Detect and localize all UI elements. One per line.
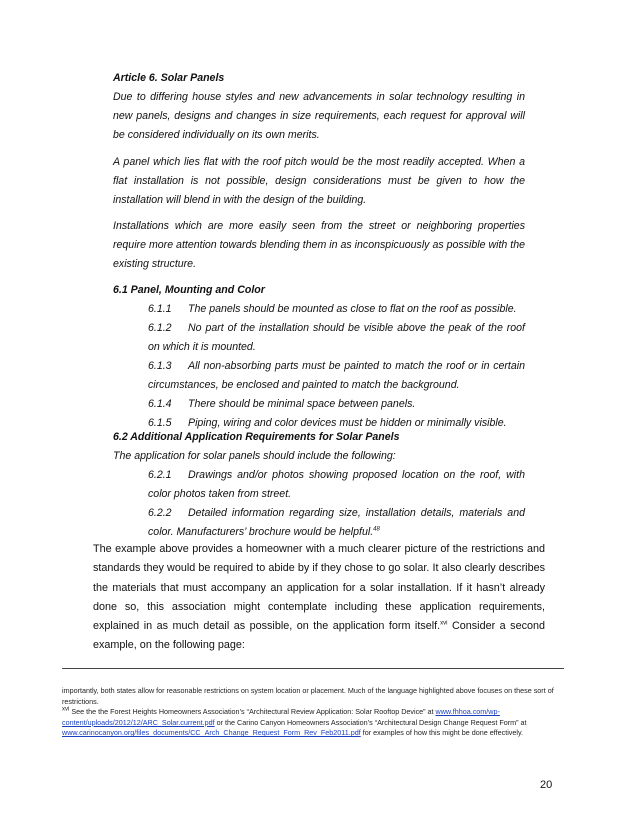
footnote-text: for examples of how this might be done effectively.: [360, 728, 524, 738]
page-number: 20: [540, 779, 553, 791]
article-para-3: Installations which are more easily seen from the street or neighboring properties require more attention towards blending them in as inconspicuously as possible with the existing structure.: [113, 220, 525, 270]
footnote-text: or the Carino Canyon Homeowners Association’s “Architectural Design Change Request Form” at: [214, 717, 527, 727]
article-6-block: [113, 69, 525, 145]
item-text: The panels should be mounted as close to flat on the roof as possible.: [188, 303, 517, 315]
item-text: No part of the installation should be visible above the peak of the roof on which it is mounted.: [148, 322, 525, 353]
footnote-continued: importantly, both states allow for reasonable restrictions on system location or placement. Much of the language highlighted above focuses on these sort of restrictions.: [62, 686, 554, 706]
section-6-2-list: [148, 466, 525, 542]
article-para-2: A panel which lies flat with the roof pitch would be the most readily accepted. When a flat installation is not possible, design considerations must be given to how the installation will blend in with the design of the building.: [113, 156, 525, 206]
list-item: [148, 300, 525, 319]
item-text: Piping, wiring and color devices must be hidden or minimally visible.: [188, 417, 507, 429]
forest-heights-link[interactable]: www.fhhoa.com/wp-content/uploads/2012/12/ARC_Solar.current.pdf: [62, 707, 500, 727]
footnote-ref-48: 48: [373, 526, 380, 533]
item-number: 6.1.3: [148, 360, 172, 372]
list-item: [148, 466, 525, 504]
item-number: 6.2.2: [148, 507, 172, 519]
footnote-xvi: [62, 707, 565, 739]
section-6-2-heading: 6.2 Additional Application Requirements for Solar Panels: [113, 431, 400, 443]
footnote-text: See the the Forest Heights Homeowners Association’s “Architectural Review Application: Solar Rooftop Device” at: [69, 707, 436, 717]
section-6-1-list: [148, 300, 525, 433]
footnote-marker: xvi: [62, 706, 70, 713]
list-item: [148, 357, 525, 395]
item-number: 6.1.1: [148, 303, 172, 315]
carino-canyon-link[interactable]: www.carinocanyon.org/files_documents/CC_Arch_Change_Request_Form_Rev_Feb2011.pdf: [62, 728, 361, 738]
section-6-2-block: [113, 428, 525, 466]
footnote-ref-xvi: xvi: [440, 620, 448, 627]
body-text: The example above provides a homeowner with a much clearer picture of the restrictions and standards they would be required to abide by if they chose to go solar. It also clearly describes the materials that must accompany an application for a solar installation. If it hasn’t already done so, this association might contemplate including these application requirements, explained in as much detail as possible, on the application form itself.: [93, 543, 545, 633]
footnote-separator: [62, 668, 564, 669]
body-text-continued: Consider a second example, on the following page:: [93, 620, 545, 652]
item-number: 6.1.5: [148, 417, 172, 429]
article-title: Article 6. Solar Panels: [113, 72, 225, 84]
section-6-2-intro: The application for solar panels should include the following:: [113, 450, 396, 462]
item-text: Drawings and/or photos showing proposed location on the roof, with color photos taken from street.: [148, 469, 525, 500]
body-paragraph: [93, 540, 545, 656]
item-text: There should be minimal space between panels.: [188, 398, 416, 410]
item-number: 6.1.2: [148, 322, 172, 334]
section-6-1-heading: 6.1 Panel, Mounting and Color: [113, 284, 265, 296]
item-text: Detailed information regarding size, installation details, materials and color. Manufacturers’ brochure would be helpful.: [148, 507, 525, 538]
item-text: All non-absorbing parts must be painted to match the roof or in certain circumstances, be enclosed and painted to match the background.: [148, 360, 525, 391]
list-item: [148, 395, 525, 414]
article-para-1: Due to differing house styles and new advancements in solar technology resulting in new panels, designs and changes in size requirements, each request for approval will be considered individually on its own merits.: [113, 91, 525, 141]
list-item: [148, 319, 525, 357]
footnotes: [62, 686, 565, 739]
list-item: [148, 504, 525, 542]
item-number: 6.1.4: [148, 398, 172, 410]
item-number: 6.2.1: [148, 469, 172, 481]
